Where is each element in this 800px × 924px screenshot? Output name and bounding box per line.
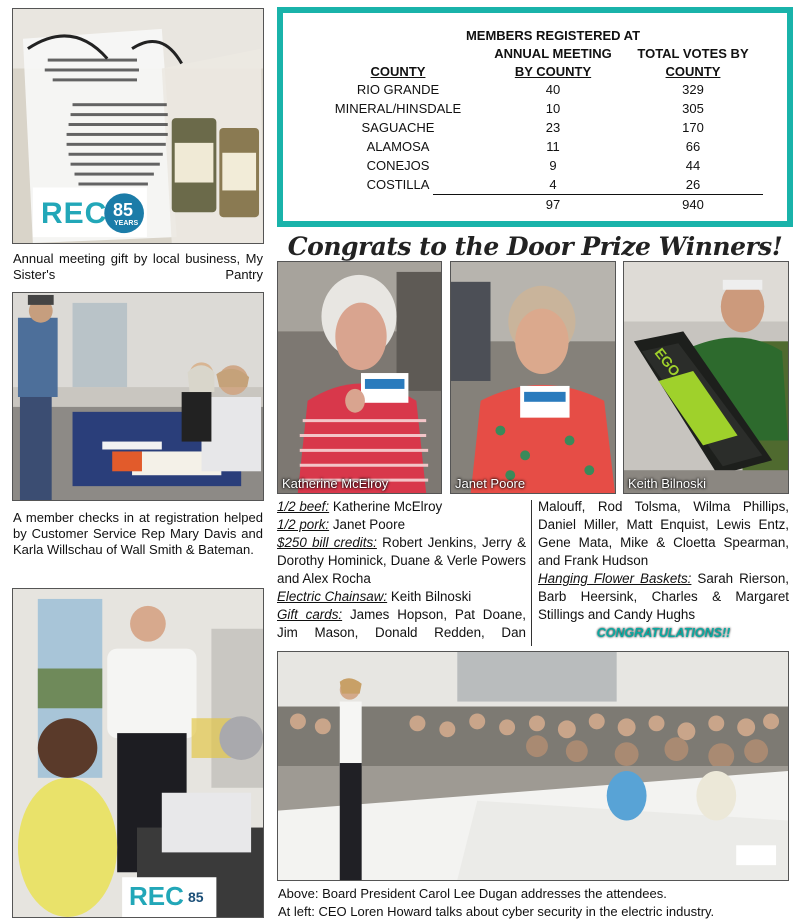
winner-baskets [538,570,789,624]
winner-gift-cards-cont: Malouff, Rod Tolsma, Wilma Phillips, Daniel Miller, Matt Enquist, Lewis Entz, Gene Mata, Mike & Cloetta Spearman, and Frank Hudson [538,499,789,568]
registration-caption: A member checks in at registration helped by Customer Service Rep Mary Davis and Karla Willschau of Wall Smith & Bateman. [13,510,263,557]
votes-cell: 26 [685,177,701,192]
beef-label: 1/2 beef: [277,499,330,514]
winner-photo-katherine [277,261,442,494]
gift-caption: Annual meeting gift by local business, My Sister's Pantry [13,251,263,282]
years-label: YEARS [114,220,139,227]
winners-list-right [538,498,789,642]
county-cell: ALAMOSA [366,139,430,154]
votes-cell: 44 [685,158,701,173]
pork-winner: Janet Poore [329,517,406,532]
votes-cell: 170 [682,120,704,135]
chainsaw-brand: EGO [651,344,684,380]
total-members: 97 [545,197,561,212]
winner-beef [277,498,526,516]
rec-table-card-years: 85 [188,889,204,905]
header-members-main: MEMBERS REGISTERED AT [465,28,641,43]
winner-gift-cards [277,606,526,642]
chainsaw-winner: Keith Bilnoski [387,589,472,604]
members-cell: 4 [549,177,557,192]
photo-name-label: Katherine McElroy [282,476,389,491]
door-prize-title: Congrats to the Door Prize Winners! [287,232,783,261]
header-members-sub: ANNUAL MEETING [494,46,612,61]
registration-photo [12,292,264,501]
bottom-caption-line2: At left: CEO Loren Howard talks about cyber security in the electric industry. [278,904,715,919]
header-votes-line1: TOTAL VOTES BY [637,46,749,61]
winners-list-left [277,498,526,642]
total-votes: 940 [682,197,704,212]
congratulations-line [538,624,789,642]
bill-winners: Robert Jenkins, Jerry & Dorothy Hominick, Duane & Verle Powers and Alex Rocha [277,535,527,586]
rec-table-card-text: REC [129,881,184,911]
county-cell: CONEJOS [366,158,430,173]
winner-photo-keith [623,261,789,494]
years-number: 85 [113,200,134,220]
header-members-by-county: BY COUNTY [514,64,592,79]
votes-cell: 66 [685,139,701,154]
gift-photo [12,8,264,244]
gift-label: Gift cards: [277,607,343,622]
votes-cell: 329 [682,82,704,97]
rec-logo-text: REC [41,197,108,230]
county-cell: SAGUACHE [361,120,435,135]
winner-bill-credits [277,534,526,588]
beef-winner: Katherine McElroy [329,499,443,514]
winner-photo-janet [450,261,616,494]
member-votes-table [277,7,793,227]
county-cell: MINERAL/HINSDALE [334,101,462,116]
header-county: COUNTY [370,64,426,79]
congratulations-text: CONGRATULATIONS!! [596,626,731,640]
gift-winners: James Hopson, Pat Doane, Jim Mason, Donald Redden, Dan [277,607,526,640]
county-cell: RIO GRANDE [356,82,440,97]
photo-name-label: Keith Bilnoski [628,476,707,491]
winner-pork [277,516,526,534]
members-cell: 9 [549,158,557,173]
baskets-winners: Sarah Rierson, Barb Heersink, Charles & Margaret Stillings and Candy Hughs [538,571,789,622]
votes-cell: 305 [682,101,704,116]
header-votes-line2: COUNTY [665,64,721,79]
audience-photo [277,651,789,881]
members-cell: 23 [545,120,561,135]
column-divider [531,500,532,646]
members-cell: 40 [545,82,561,97]
county-cell: COSTILLA [366,177,430,192]
total-divider [433,194,763,195]
baskets-label: Hanging Flower Baskets: [538,571,692,586]
pork-label: 1/2 pork: [277,517,330,532]
chainsaw-label: Electric Chainsaw: [277,589,388,604]
photo-name-label: Janet Poore [455,476,526,491]
ceo-photo [12,588,264,918]
bottom-caption-line1: Above: Board President Carol Lee Dugan addresses the attendees. [278,886,667,901]
members-cell: 10 [545,101,561,116]
members-cell: 11 [546,139,560,154]
bill-label: $250 bill credits: [277,535,377,550]
winner-chainsaw [277,588,526,606]
